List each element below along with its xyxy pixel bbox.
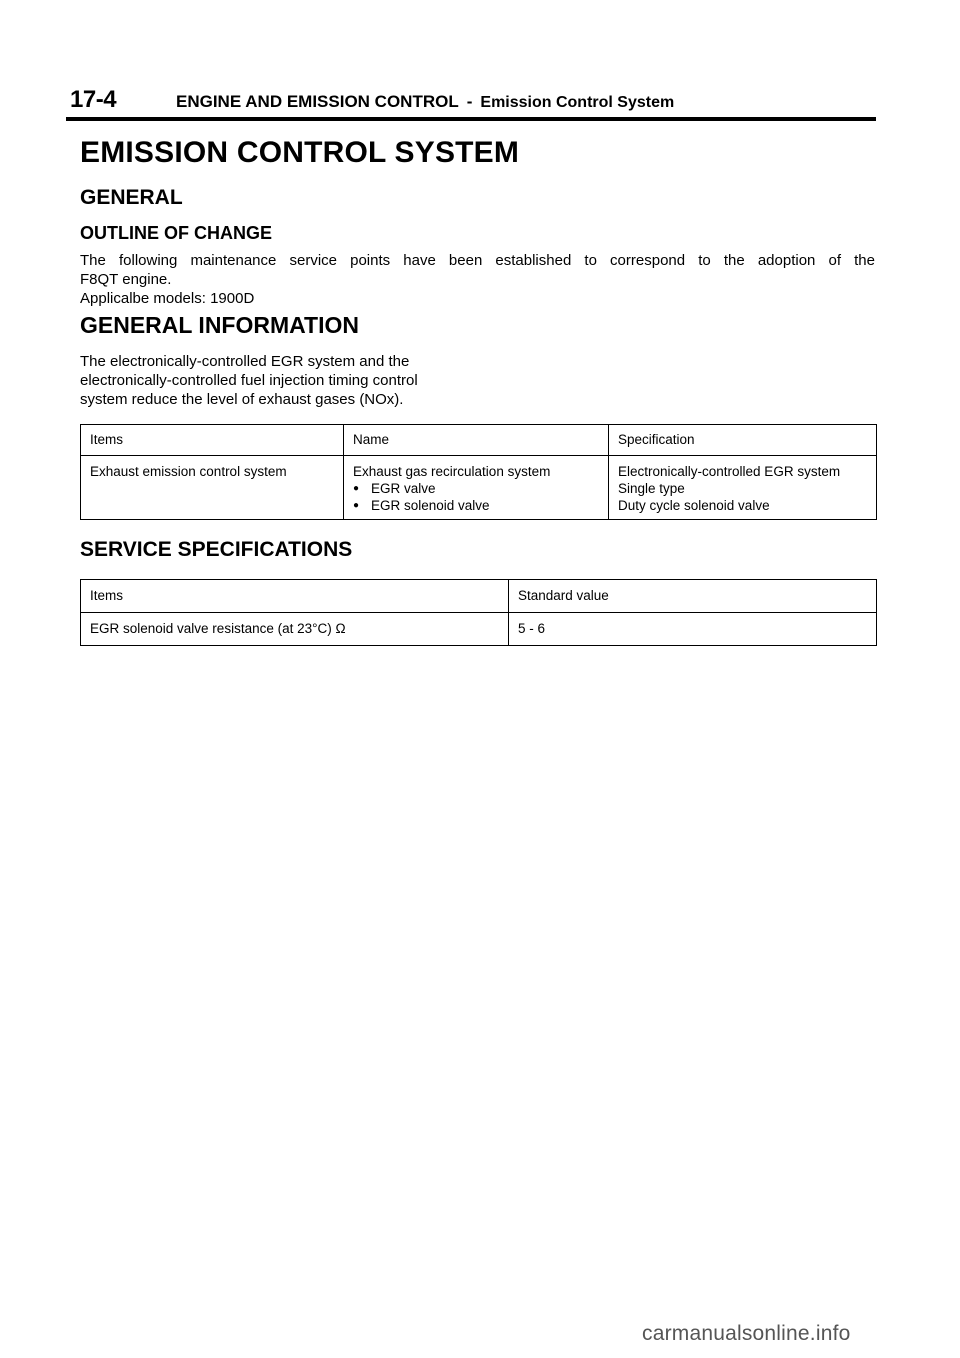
bullet-icon: ●	[353, 500, 360, 511]
spec-line: Electronically-controlled EGR system	[618, 464, 841, 479]
page-number: 17-4	[70, 86, 117, 113]
general-information-heading: GENERAL INFORMATION	[80, 312, 359, 338]
header-name: Name	[344, 425, 609, 456]
list-item	[353, 480, 599, 497]
watermark: carmanualsonline.info	[642, 1322, 851, 1345]
table-header-row	[81, 580, 877, 613]
name-main: Exhaust gas recirculation system	[353, 464, 551, 479]
service-specifications-table	[80, 579, 877, 646]
cell-name	[344, 456, 609, 520]
page-title: EMISSION CONTROL SYSTEM	[80, 136, 520, 169]
section-title: ENGINE AND EMISSION CONTROL	[176, 92, 459, 111]
header-standard-value: Standard value	[509, 580, 877, 613]
general-heading: GENERAL	[80, 186, 183, 209]
list-item	[353, 497, 599, 514]
geninfo-line-1: The electronically-controlled EGR system and the	[80, 353, 410, 370]
outline-line-2: F8QT engine.	[80, 271, 172, 288]
header-rule	[66, 117, 876, 121]
header-specification: Specification	[609, 425, 877, 456]
bullet-text: EGR valve	[371, 481, 436, 496]
spec-line: Single type	[618, 481, 685, 496]
table-header-row	[81, 425, 877, 456]
service-specifications-heading: SERVICE SPECIFICATIONS	[80, 538, 353, 561]
running-title	[176, 92, 674, 112]
applicable-models: Applicalbe models: 1900D	[80, 290, 255, 307]
geninfo-line-3: system reduce the level of exhaust gases (NOx).	[80, 391, 404, 408]
outline-heading: OUTLINE OF CHANGE	[80, 223, 272, 243]
cell-item: EGR solenoid valve resistance (at 23°C) Ω	[81, 613, 509, 646]
cell-standard-value: 5 - 6	[509, 613, 877, 646]
outline-paragraph	[80, 251, 875, 308]
outline-line-1: The following maintenance service points have been established to correspond to the adoption of the	[80, 252, 875, 269]
table-row	[81, 456, 877, 520]
bullet-text: EGR solenoid valve	[371, 498, 490, 513]
table-row	[81, 613, 877, 646]
header-items: Items	[81, 580, 509, 613]
subsection-title: Emission Control System	[480, 94, 675, 111]
title-separator: -	[466, 92, 473, 111]
geninfo-line-2: electronically-controlled fuel injection timing control	[80, 372, 418, 389]
bullet-icon: ●	[353, 483, 360, 494]
spec-line: Duty cycle solenoid valve	[618, 498, 770, 513]
general-information-paragraph	[80, 352, 465, 409]
cell-specification	[609, 456, 877, 520]
cell-item: Exhaust emission control system	[81, 456, 344, 520]
header-items: Items	[81, 425, 344, 456]
general-information-table	[80, 424, 877, 520]
